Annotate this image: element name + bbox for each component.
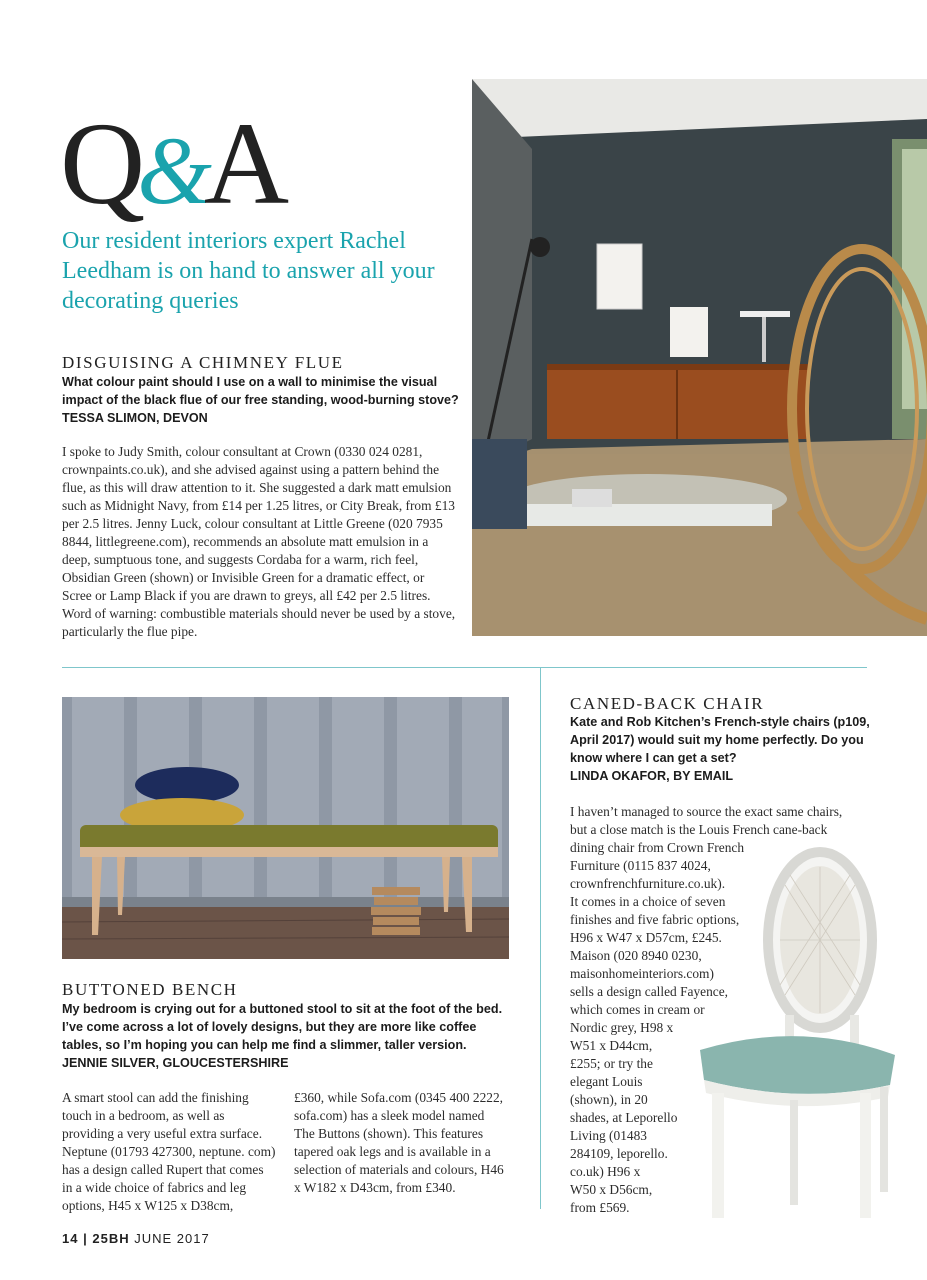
chair-answer-line: from £569. [570,1200,630,1215]
chair-answer-line: finishes and five fabric options, [570,912,740,927]
intro-text: Our resident interiors expert Rachel Leedham is on hand to answer all your decorating queries [62,228,435,314]
issue-date: JUNE 2017 [134,1231,210,1246]
chimney-asker: TESSA SLIMON, DEVON [62,411,208,425]
chair-answer-line: W51 x D44cm, [570,1038,653,1053]
chair-answer-line: W50 x D56cm, [570,1182,653,1197]
bench-answer-col1: A smart stool can add the finishing touch in a bedroom, as well as providing a very useful extra surface. Neptune (01793 427300, neptune. com) has a design called Rupert that comes in a wide choice of fabrics and leg options, H45 x W125 x D38cm, [62,1090,276,1213]
chair-answer-line: but a close match is the Louis French cane-back [570,822,828,837]
page-number: 14 [62,1231,79,1246]
chair-answer-line: Nordic grey, H98 x [570,1020,674,1035]
title-ampersand: & [137,117,210,224]
bench-question [62,1000,507,1072]
bench-question-text: My bedroom is crying out for a buttoned stool to sit at the foot of the bed. I’ve come across a lot of lovely designs, but they are more like coffee tables, so I’m hoping you can help me find a slimmer, taller version. [62,1002,503,1052]
bench-heading: BUTTONED BENCH [62,980,238,999]
chair-answer-line: 284109, leporello. [570,1146,668,1161]
title-q: Q [60,98,144,229]
vertical-divider [540,667,541,1209]
chair-answer-line: co.uk) H96 x [570,1164,641,1179]
chair-answer-line: which comes in cream or [570,1002,705,1017]
bench-answer-col2: £360, while Sofa.com (0345 400 2222, sofa.com) has a sleek model named The Buttons (shown). This features tapered oak legs and is available in a selection of materials and colours, H46 x W182 x D43cm, from £340. [294,1090,504,1195]
chimney-question [62,373,462,427]
chair-answer-line: I haven’t managed to source the exact same chairs, [570,804,843,819]
horizontal-divider [62,667,867,668]
chair-question [570,713,870,785]
chair-answer-line: It comes in a choice of seven [570,894,726,909]
chair-answer-line: maisonhomeinteriors.com) [570,966,714,981]
page-title [60,98,288,229]
chair-answer-line: £255; or try the [570,1056,653,1071]
cane-chair-photo [690,845,905,1225]
footer-separator: | [83,1231,88,1246]
chair-answer-line: elegant Louis [570,1074,643,1089]
bench-photo [62,697,509,959]
chair-answer-line: (shown), in 20 [570,1092,648,1107]
chair-heading: CANED-BACK CHAIR [570,694,765,713]
magazine-name: 25BH [92,1231,130,1246]
living-room-photo [472,79,927,636]
chair-question-text: Kate and Rob Kitchen’s French-style chairs (p109, April 2017) would suit my home perfectly. Do you know where I can get a set? [570,715,870,765]
chair-answer-line: Living (01483 [570,1128,647,1143]
chair-answer-line: crownfrenchfurniture.co.uk). [570,876,726,891]
page-footer [62,1231,210,1246]
chimney-heading: DISGUISING A CHIMNEY FLUE [62,353,344,372]
chair-answer-line: Maison (020 8940 0230, [570,948,702,963]
chair-answer-line: sells a design called Fayence, [570,984,729,999]
chimney-answer: I spoke to Judy Smith, colour consultant at Crown (0330 024 0281, crownpaints.co.uk), and she advised against using a pattern behind the flue, as this will draw attention to it. She suggested a dark matt emulsion such as Midnight Navy, from £14 per 1.25 litres, or City Break, from £13 per 2.5 litres. Jenny Luck, colour consultant at Little Greene (020 7935 8844, littlegreene.com), recommends an absolute matt emulsion in a deep, sumptuous tone, and suggests Cordaba for a warm, rich feel, Obsidian Green (shown) or Invisible Green for a dramatic effect, or Scree or Lamp Black if you are drawn to greys, all £42 per 2.5 litres. Word of warning: combustible materials should never be used by a stove, particularly the flue pipe. [62,444,456,639]
chair-answer-line: shades, at Leporello [570,1110,678,1125]
chair-answer-line: dining chair from Crown French [570,840,745,855]
chimney-question-text: What colour paint should I use on a wall to minimise the visual impact of the black flue of our free standing, wood-burning stove? [62,375,459,407]
chair-answer-line: Furniture (0115 837 4024, [570,858,711,873]
title-a: A [203,98,288,229]
bench-asker: JENNIE SILVER, GLOUCESTERSHIRE [62,1056,289,1070]
chair-asker: LINDA OKAFOR, BY EMAIL [570,769,734,783]
chair-answer-line: H96 x W47 x D57cm, £245. [570,930,722,945]
